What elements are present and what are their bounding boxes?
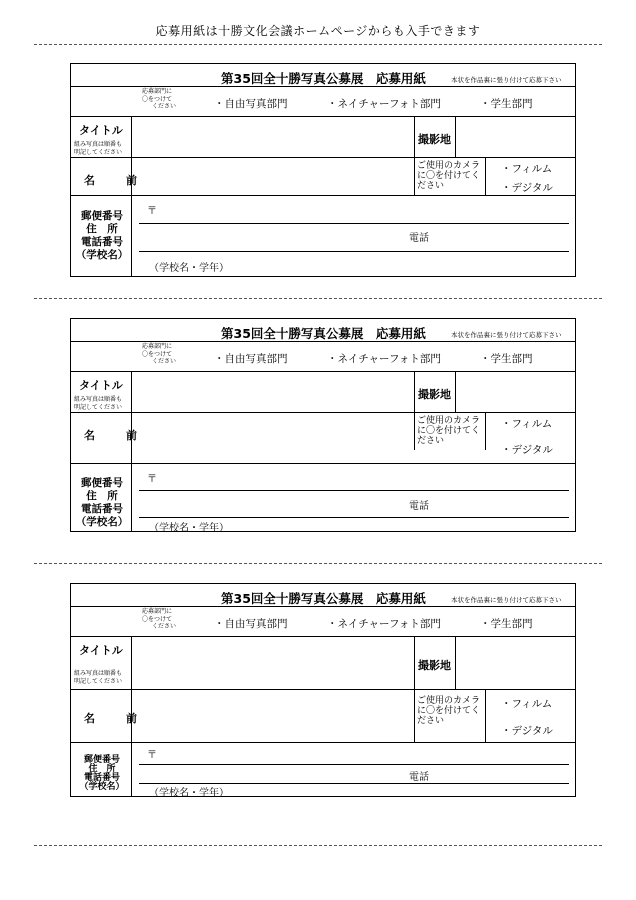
- row-divider: [71, 606, 575, 607]
- category-nature-photo[interactable]: ・ネイチャーフォト部門: [327, 618, 441, 630]
- phone-label: 電話: [409, 772, 429, 783]
- camera-option-digital[interactable]: ・デジタル: [501, 725, 553, 737]
- attach-note: 本状を作品裏に張り付けて応募下さい: [451, 331, 562, 339]
- camera-question: ご使用のカメラ に〇を付けてく ださい: [417, 161, 481, 191]
- name-field[interactable]: [132, 413, 414, 450]
- row-divider: [71, 195, 575, 196]
- location-label: 撮影地: [418, 133, 451, 146]
- name-field[interactable]: [132, 690, 414, 742]
- school-hint: （学校名・学年）: [149, 523, 229, 534]
- cut-line: [34, 845, 602, 846]
- row-divider: [71, 742, 575, 743]
- phone-line[interactable]: [139, 517, 569, 518]
- category-free-photo[interactable]: ・自由写真部門: [214, 353, 288, 365]
- address-line[interactable]: [139, 490, 569, 491]
- column-divider: [414, 412, 415, 450]
- address-labels: 郵便番号 住 所 電話番号 （学校名）: [75, 210, 129, 261]
- category-student[interactable]: ・学生部門: [480, 353, 533, 365]
- column-divider: [485, 157, 486, 195]
- title-note: 組み写真は順番も 明記してください: [74, 396, 123, 411]
- title-field[interactable]: [132, 637, 414, 689]
- column-divider: [485, 412, 486, 450]
- column-divider: [414, 157, 415, 195]
- name-label: 名 前: [84, 174, 147, 187]
- address-line[interactable]: [139, 764, 569, 765]
- postal-mark: 〒: [147, 750, 157, 761]
- location-field[interactable]: [456, 637, 574, 689]
- application-form: [70, 583, 576, 797]
- application-form: [70, 318, 576, 532]
- camera-question: ご使用のカメラ に〇を付けてく ださい: [417, 416, 481, 446]
- phone-line[interactable]: [139, 251, 569, 252]
- camera-option-digital[interactable]: ・デジタル: [501, 182, 553, 194]
- attach-note: 本状を作品裏に張り付けて応募下さい: [451, 596, 562, 604]
- form-title: 第35回全十勝写真公募展 応募用紙: [221, 71, 426, 86]
- postal-mark: 〒: [147, 474, 157, 485]
- camera-option-film[interactable]: ・フィルム: [501, 698, 553, 710]
- header-note: 応募用紙は十勝文化会議ホームページからも入手できます: [155, 24, 481, 38]
- column-divider: [414, 116, 415, 157]
- application-form: [70, 63, 576, 277]
- title-note: 組み写真は順番も 明記してください: [74, 670, 123, 685]
- phone-label: 電話: [409, 233, 429, 244]
- location-label: 撮影地: [418, 388, 451, 401]
- name-field[interactable]: [132, 158, 414, 195]
- address-labels: 郵便番号 住 所 電話番号 （学校名）: [79, 755, 125, 792]
- location-label: 撮影地: [418, 659, 451, 672]
- title-note: 組み写真は順番も 明記してください: [74, 141, 123, 156]
- category-student[interactable]: ・学生部門: [480, 618, 533, 630]
- camera-question: ご使用のカメラ に〇を付けてく ださい: [417, 696, 481, 726]
- column-divider: [414, 371, 415, 412]
- column-divider: [414, 636, 415, 689]
- postal-mark: 〒: [147, 206, 157, 217]
- school-hint: （学校名・学年）: [149, 788, 229, 799]
- circle-instruction: 応募部門に 〇をつけて ください: [142, 608, 177, 630]
- attach-note: 本状を作品裏に張り付けて応募下さい: [451, 76, 562, 84]
- category-free-photo[interactable]: ・自由写真部門: [214, 98, 288, 110]
- circle-instruction: 応募部門に 〇をつけて ください: [142, 343, 177, 365]
- row-divider: [71, 341, 575, 342]
- camera-option-digital[interactable]: ・デジタル: [501, 444, 553, 456]
- title-label: タイトル: [79, 644, 123, 657]
- camera-option-film[interactable]: ・フィルム: [501, 163, 553, 175]
- title-field[interactable]: [132, 372, 414, 413]
- title-label: タイトル: [79, 379, 123, 392]
- cut-line: [34, 44, 602, 45]
- form-title: 第35回全十勝写真公募展 応募用紙: [221, 326, 426, 341]
- camera-option-film[interactable]: ・フィルム: [501, 418, 553, 430]
- cut-line: [34, 563, 602, 564]
- school-hint: （学校名・学年）: [149, 263, 229, 274]
- name-label: 名 前: [84, 429, 147, 442]
- row-divider: [71, 463, 575, 464]
- row-divider: [71, 86, 575, 87]
- column-divider: [414, 689, 415, 742]
- category-student[interactable]: ・学生部門: [480, 98, 533, 110]
- column-divider: [485, 689, 486, 742]
- form-title: 第35回全十勝写真公募展 応募用紙: [221, 591, 426, 606]
- category-nature-photo[interactable]: ・ネイチャーフォト部門: [327, 98, 441, 110]
- name-label: 名 前: [84, 712, 147, 725]
- address-line[interactable]: [139, 223, 569, 224]
- title-label: タイトル: [79, 124, 123, 137]
- title-field[interactable]: [132, 117, 414, 158]
- category-free-photo[interactable]: ・自由写真部門: [214, 618, 288, 630]
- phone-label: 電話: [409, 501, 429, 512]
- cut-line: [34, 298, 602, 299]
- category-nature-photo[interactable]: ・ネイチャーフォト部門: [327, 353, 441, 365]
- circle-instruction: 応募部門に 〇をつけて ください: [142, 88, 177, 110]
- location-field[interactable]: [456, 372, 574, 412]
- location-field[interactable]: [456, 117, 574, 157]
- address-labels: 郵便番号 住 所 電話番号 （学校名）: [75, 477, 129, 528]
